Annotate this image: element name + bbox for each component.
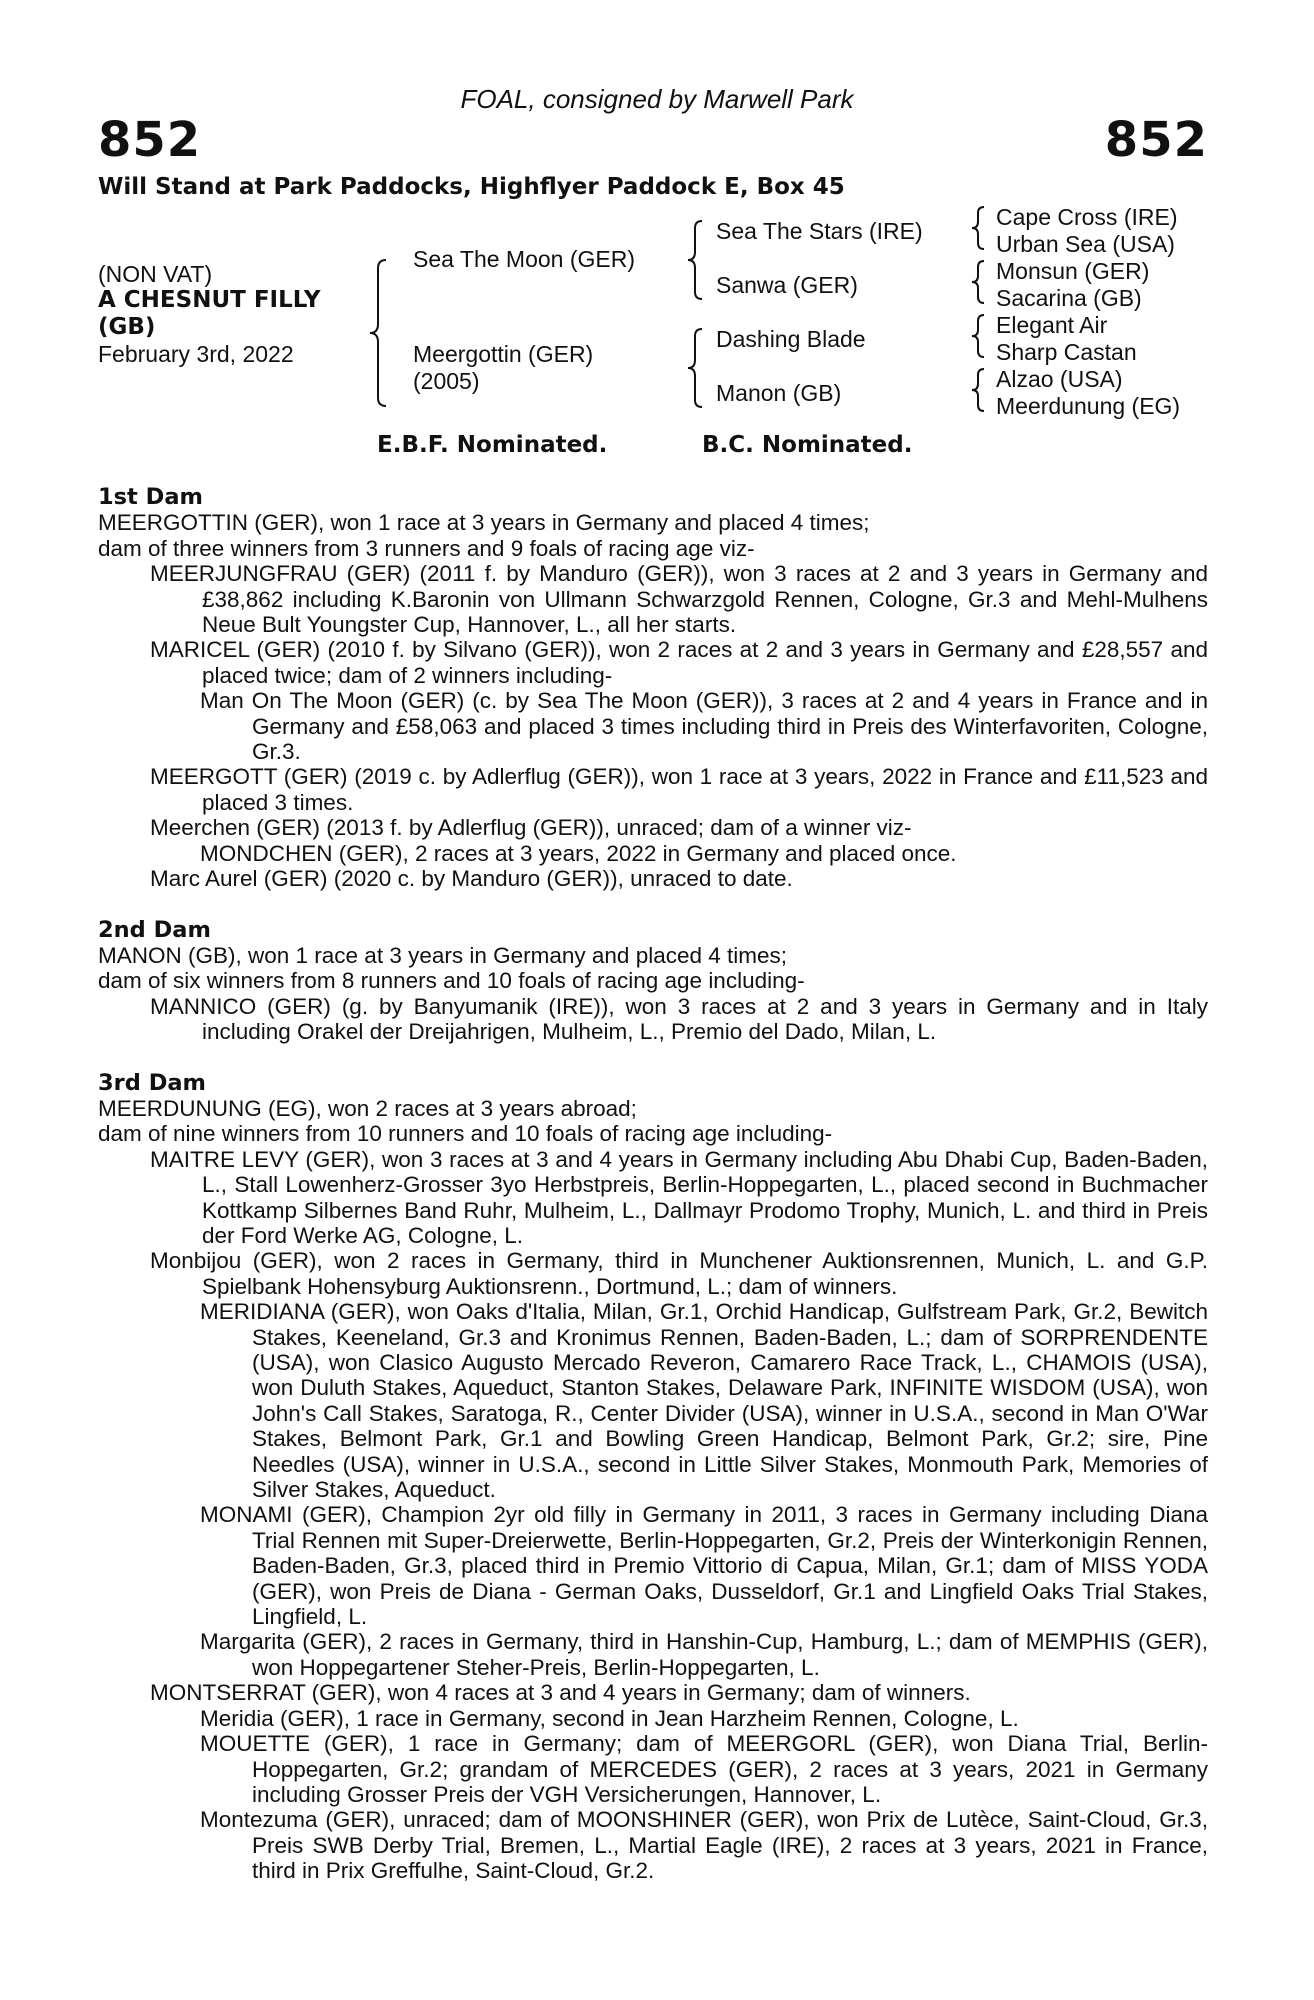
first-dam-intro: MEERGOTTIN (GER), won 1 race at 3 years in Germany and placed 4 times; [98, 510, 870, 536]
produce-mannico: MANNICO (GER) (g. by Banyumanik (IRE)), won 3 races at 2 and 3 years in Germany and in Italy including Orakel der Dreijahrigen, Mulheim, L., Premio del Dado, Milan, L. [150, 993, 1208, 1045]
produce-montezuma: Montezuma (GER), unraced; dam of MOONSHINER (GER), won Prix de Lutèce, Saint-Cloud, Gr.3, Preis SWB Derby Trial, Bremen, L., Martial Eagle (IRE), 2 races at 3 years, 2021 in France, third in Prix Greffulhe, Saint-Cloud, Gr.2. [200, 1807, 1208, 1884]
produce-meerjungfrau: MEERJUNGFRAU (GER) (2011 f. by Manduro (GER)), won 3 races at 2 and 3 years in Germany and £38,862 including K.Baronin von Ullmann Schwarzgold Rennen, Cologne, Gr.3 and Mehl-Mulhens Neue Bult Youngster Cup, Hannover, L., all her starts. [150, 561, 1208, 638]
second-dam-produce-summary: dam of six winners from 8 runners and 10 foals of racing age including- [98, 968, 805, 994]
sire-name: Sea The Moon (GER) [413, 246, 636, 272]
pedigree-bracket-gg3 [972, 313, 988, 359]
produce-monami: MONAMI (GER), Champion 2yr old filly in Germany in 2011, 3 races in Germany including Diana Trial Rennen mit Super-Dreierwette, Berlin-Hoppegarten, Gr.2, Preis der Winterkonigin Rennen, Baden-Baden, Gr.3, placed third in Premio Vittorio di Capua, Milan, Gr.1; dam of MISS YODA (GER), won Preis de Diana - German Oaks, Dusseldorf, Gr.1 and Lingfield Oaks Trial Stakes, Lingfield, L. [200, 1502, 1208, 1630]
ebf-nomination: E.B.F. Nominated. [377, 432, 608, 458]
gg-urban-sea: Urban Sea (USA) [996, 231, 1175, 257]
pedigree-bracket-gg2 [972, 259, 988, 305]
first-dam-produce-summary: dam of three winners from 3 runners and 9 foals of racing age viz- [98, 535, 755, 561]
bc-nomination: B.C. Nominated. [702, 432, 913, 458]
gg-cape-cross: Cape Cross (IRE) [996, 204, 1178, 230]
third-dam-heading: 3rd Dam [98, 1069, 206, 1096]
foal-origin: (GB) [98, 314, 156, 340]
vat-status: (NON VAT) [98, 261, 213, 287]
foal-name: A CHESNUT FILLY [98, 287, 321, 313]
produce-meergott: MEERGOTT (GER) (2019 c. by Adlerflug (GER)), won 1 race at 3 years, 2022 in France and £11,523 and placed 3 times. [150, 764, 1208, 815]
second-dam-heading: 2nd Dam [98, 916, 211, 943]
produce-maricel: MARICEL (GER) (2010 f. by Silvano (GER)), won 2 races at 2 and 3 years in Germany and £28,557 and placed twice; dam of 2 winners including- [150, 637, 1208, 688]
third-dam-intro: MEERDUNUNG (EG), won 2 races at 3 years abroad; [98, 1095, 637, 1121]
gg-sharp-castan: Sharp Castan [996, 339, 1137, 365]
produce-monbijou: Monbijou (GER), won 2 races in Germany, third in Munchener Auktionsrennen, Munich, L. and G.P. Spielbank Hohensyburg Auktionsrenn., Dortmund, L.; dam of winners. [150, 1248, 1208, 1299]
produce-meridia: Meridia (GER), 1 race in Germany, second in Jean Harzheim Rennen, Cologne, L. [200, 1705, 1019, 1731]
gg-monsun: Monsun (GER) [996, 258, 1150, 284]
dam-year: (2005) [413, 368, 480, 394]
lot-number-right: 852 [1104, 112, 1208, 168]
gg-sacarina: Sacarina (GB) [996, 285, 1142, 311]
stable-location: Will Stand at Park Paddocks, Highflyer Paddock E, Box 45 [98, 174, 845, 200]
foal-dob: February 3rd, 2022 [98, 341, 294, 367]
pedigree-bracket-gg4 [972, 367, 988, 413]
produce-maitre-levy: MAITRE LEVY (GER), won 3 races at 3 and 4 years in Germany including Abu Dhabi Cup, Baden-Baden, L., Stall Lowenherz-Grosser 3yo Herbstpreis, Berlin-Hoppegarten, L., placed second in Buchmacher Kottkamp Silbernes Band Ruhr, Mulheim, L., Dallmayr Prodomo Trophy, Munich, L. and third in Preis der Ford Werke AG, Cologne, L. [150, 1146, 1208, 1248]
pedigree-bracket-parents [370, 258, 394, 408]
pedigree-bracket-dam [688, 327, 708, 409]
sire-sire-name: Sea The Stars (IRE) [716, 218, 923, 244]
pedigree-bracket-sire [688, 219, 708, 301]
produce-montserrat: MONTSERRAT (GER), won 4 races at 3 and 4 years in Germany; dam of winners. [150, 1680, 971, 1706]
produce-marc-aurel: Marc Aurel (GER) (2020 c. by Manduro (GER)), unraced to date. [150, 866, 793, 892]
consignor-subtitle: FOAL, consigned by Marwell Park [460, 84, 854, 114]
lot-number-left: 852 [98, 112, 202, 168]
dam-sire-name: Dashing Blade [716, 326, 866, 352]
produce-mondchen: MONDCHEN (GER), 2 races at 3 years, 2022 in Germany and placed once. [200, 840, 957, 866]
produce-mouette: MOUETTE (GER), 1 race in Germany; dam of MEERGORL (GER), won Diana Trial, Berlin-Hoppegarten, Gr.2; grandam of MERCEDES (GER), 2 races at 3 years, 2021 in Germany including Grosser Preis der VGH Versicherungen, Hannover, L. [200, 1731, 1208, 1807]
gg-meerdunung: Meerdunung (EG) [996, 393, 1181, 419]
pedigree-bracket-gg1 [972, 205, 988, 251]
produce-margarita: Margarita (GER), 2 races in Germany, third in Hanshin-Cup, Hamburg, L.; dam of MEMPHIS (GER), won Hoppegartener Steher-Preis, Berlin-Hoppegarten, L. [200, 1629, 1208, 1680]
sire-dam-name: Sanwa (GER) [716, 272, 858, 298]
gg-elegant-air: Elegant Air [996, 312, 1108, 338]
produce-meerchen: Meerchen (GER) (2013 f. by Adlerflug (GER)), unraced; dam of a winner viz- [150, 815, 912, 841]
third-dam-produce-summary: dam of nine winners from 10 runners and 10 foals of racing age including- [98, 1121, 833, 1147]
dam-name: Meergottin (GER) [413, 341, 594, 367]
dam-dam-name: Manon (GB) [716, 380, 842, 406]
catalogue-body [98, 485, 1208, 1884]
produce-man-on-the-moon: Man On The Moon (GER) (c. by Sea The Moon (GER)), 3 races at 2 and 4 years in France and in Germany and £58,063 and placed 3 times including third in Preis des Winterfavoriten, Cologne, Gr.3. [200, 688, 1208, 765]
second-dam-intro: MANON (GB), won 1 race at 3 years in Germany and placed 4 times; [98, 942, 788, 968]
first-dam-heading: 1st Dam [98, 484, 203, 510]
gg-alzao: Alzao (USA) [996, 366, 1123, 392]
produce-meridiana: MERIDIANA (GER), won Oaks d'Italia, Milan, Gr.1, Orchid Handicap, Gulfstream Park, Gr.2, Bewitch Stakes, Keeneland, Gr.3 and Kronimus Rennen, Baden-Baden, L.; dam of SORPRENDENTE (USA), won Clasico Augusto Mercado Reveron, Camarero Race Track, L., CHAMOIS (USA), won Duluth Stakes, Aqueduct, Stanton Stakes, Delaware Park, INFINITE WISDOM (USA), won John's Call Stakes, Saratoga, R., Center Divider (USA), winner in U.S.A., second in Man O'War Stakes, Belmont Park, Gr.1 and Bowling Green Handicap, Belmont Park, Gr.2; sire, Pine Needles (USA), winner in U.S.A., second in Little Silver Stakes, Monmouth Park, Memories of Silver Stakes, Aqueduct. [200, 1299, 1208, 1503]
